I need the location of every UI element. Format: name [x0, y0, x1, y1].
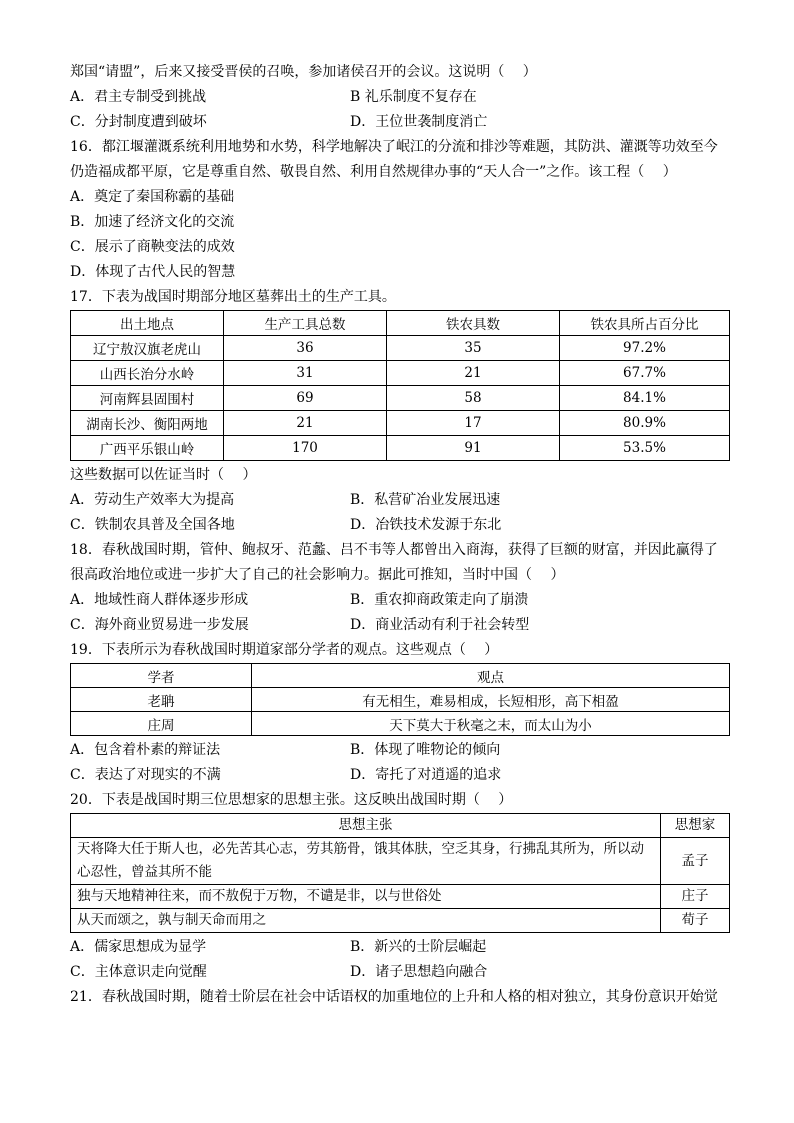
table-row	[71, 838, 730, 885]
cell-total: 69	[224, 386, 387, 411]
cell-percent: 84.1%	[560, 386, 730, 411]
q16-option-b: B．加速了经济文化的交流	[70, 214, 235, 230]
table-row	[71, 361, 730, 386]
q19-stem: 19．下表所示为春秋战国时期道家部分学者的观点。这些观点（ ）	[70, 642, 499, 658]
cell-site: 广西平乐银山岭	[71, 436, 224, 461]
q19-options-row1	[70, 738, 730, 763]
q19-options-row2	[70, 763, 730, 788]
idea-line: 天将降大任于斯人也，必先苦其心志，劳其筋骨，饿其体肤，空乏其身，行拂乱其所为，所以动	[77, 841, 644, 857]
q15-options-row1	[70, 85, 730, 110]
col-header-thinker: 思想家	[661, 814, 730, 838]
cell-percent: 67.7%	[560, 361, 730, 386]
cell-idea: 独与天地精神往来，而不敖倪于万物，不谴是非，以与世俗处	[71, 885, 661, 909]
q17-option-d: D．冶铁技术发源于东北	[350, 517, 502, 533]
q18-stem-line2: 很高政治地位或进一步扩大了自己的社会影响力。据此可推知，当时中国（ ）	[70, 567, 565, 583]
cell-iron: 91	[387, 436, 560, 461]
cell-thinker: 孟子	[661, 838, 730, 885]
q18-option-d: D．商业活动有利于社会转型	[350, 617, 530, 633]
col-header-idea: 思想主张	[71, 814, 661, 838]
q20-options-row2	[70, 960, 730, 985]
table-row	[71, 909, 730, 933]
q15-option-a: A．君主专制受到挑战	[70, 89, 207, 105]
q19-option-d: D．寄托了对逍遥的追求	[350, 767, 502, 783]
cell-percent: 53.5%	[560, 436, 730, 461]
cell-site: 河南辉县固围村	[71, 386, 224, 411]
cell-site: 山西长治分水岭	[71, 361, 224, 386]
q16-option-d: D．体现了古代人民的智慧	[70, 264, 236, 280]
cell-total: 31	[224, 361, 387, 386]
q20-option-d: D．诸子思想趋向融合	[350, 964, 488, 980]
exam-page	[70, 60, 730, 1010]
col-header-iron-tools: 铁农具数	[387, 311, 560, 336]
q17-option-a: A．劳动生产效率大为提高	[70, 492, 235, 508]
cell-total: 21	[224, 411, 387, 436]
q15-options-row2	[70, 110, 730, 135]
cell-total: 36	[224, 336, 387, 361]
q17-tools-table	[70, 310, 730, 461]
table-row	[71, 885, 730, 909]
cell-iron: 58	[387, 386, 560, 411]
cell-iron: 17	[387, 411, 560, 436]
q20-option-b: B．新兴的士阶层崛起	[350, 939, 487, 955]
col-header-tool-total: 生产工具总数	[224, 311, 387, 336]
q20-options-row1	[70, 935, 730, 960]
q18-stem-line1: 18．春秋战国时期，管仲、鲍叔牙、范蠡、吕不韦等人都曾出入商海，获得了巨额的财富，并因此赢得了	[70, 542, 718, 558]
table-row	[71, 336, 730, 361]
q19-option-c: C．表达了对现实的不满	[70, 767, 221, 783]
table-row	[71, 688, 730, 712]
q17-option-c: C．铁制农具普及全国各地	[70, 517, 235, 533]
cell-idea: 从天而颂之，孰与制天命而用之	[71, 909, 661, 933]
q17-stem: 17．下表为战国时期部分地区墓葬出土的生产工具。	[70, 289, 396, 305]
q16-option-a: A．奠定了秦国称霸的基础	[70, 189, 235, 205]
q17-option-b: B．私营矿冶业发展迅速	[350, 492, 501, 508]
q16-option-c: C．展示了商鞅变法的成效	[70, 239, 235, 255]
cell-view: 有无相生，难易相成，长短相形，高下相盈	[252, 688, 730, 712]
q15-stem: 郑国“请盟”，后来又接受晋侯的召唤，参加诸侯召开的会议。这说明（ ）	[70, 64, 537, 80]
table-header-row	[71, 664, 730, 688]
col-header-iron-percent: 铁农具所占百分比	[560, 311, 730, 336]
cell-view: 天下莫大于秋毫之末，而太山为小	[252, 712, 730, 736]
q15-option-d: D．王位世袭制度消亡	[350, 114, 488, 130]
cell-iron: 35	[387, 336, 560, 361]
cell-total: 170	[224, 436, 387, 461]
cell-scholar: 庄周	[71, 712, 252, 736]
q16-stem-line2: 仍造福成都平原，它是尊重自然、敬畏自然、利用自然规律办事的“天人合一”之作。该工程（ ）	[70, 164, 677, 180]
q16-stem-line1: 16．都江堰灌溉系统利用地势和水势，科学地解决了岷江的分流和排沙等难题，其防洪、灌溉等功效至今	[70, 139, 718, 155]
q18-options-row1	[70, 588, 730, 613]
q18-options-row2	[70, 613, 730, 638]
cell-thinker: 荀子	[661, 909, 730, 933]
q17-options-row1	[70, 488, 730, 513]
q19-option-b: B．体现了唯物论的倾向	[350, 742, 501, 758]
table-header-row	[71, 311, 730, 336]
table-header-row	[71, 814, 730, 838]
col-header-view: 观点	[252, 664, 730, 688]
cell-percent: 97.2%	[560, 336, 730, 361]
q20-option-a: A．儒家思想成为显学	[70, 939, 207, 955]
cell-percent: 80.9%	[560, 411, 730, 436]
cell-thinker: 庄子	[661, 885, 730, 909]
q21-stem: 21．春秋战国时期，随着士阶层在社会中话语权的加重地位的上升和人格的相对独立，其身份意识开始觉	[70, 989, 718, 1005]
q20-thinkers-table	[70, 813, 730, 933]
q17-options-row2	[70, 513, 730, 538]
table-row	[71, 411, 730, 436]
q18-option-a: A．地域性商人群体逐步形成	[70, 592, 249, 608]
q20-option-c: C．主体意识走向觉醒	[70, 964, 207, 980]
idea-line: 心忍性，曾益其所不能	[77, 864, 212, 880]
col-header-site: 出土地点	[71, 311, 224, 336]
col-header-scholar: 学者	[71, 664, 252, 688]
table-row	[71, 436, 730, 461]
table-row	[71, 712, 730, 736]
q15-option-c: C．分封制度遭到破坏	[70, 114, 207, 130]
q18-option-b: B．重农抑商政策走向了崩溃	[350, 592, 529, 608]
q19-option-a: A．包含着朴素的辩证法	[70, 742, 221, 758]
q15-option-b: B 礼乐制度不复存在	[350, 89, 477, 105]
q20-stem: 20．下表是战国时期三位思想家的思想主张。这反映出战国时期（ ）	[70, 792, 513, 808]
q17-after-text: 这些数据可以佐证当时（ ）	[70, 467, 257, 483]
cell-site: 辽宁敖汉旗老虎山	[71, 336, 224, 361]
table-row	[71, 386, 730, 411]
cell-iron: 21	[387, 361, 560, 386]
cell-idea	[71, 838, 661, 885]
cell-site: 湖南长沙、衡阳两地	[71, 411, 224, 436]
q18-option-c: C．海外商业贸易进一步发展	[70, 617, 249, 633]
q19-views-table	[70, 663, 730, 736]
cell-scholar: 老聃	[71, 688, 252, 712]
